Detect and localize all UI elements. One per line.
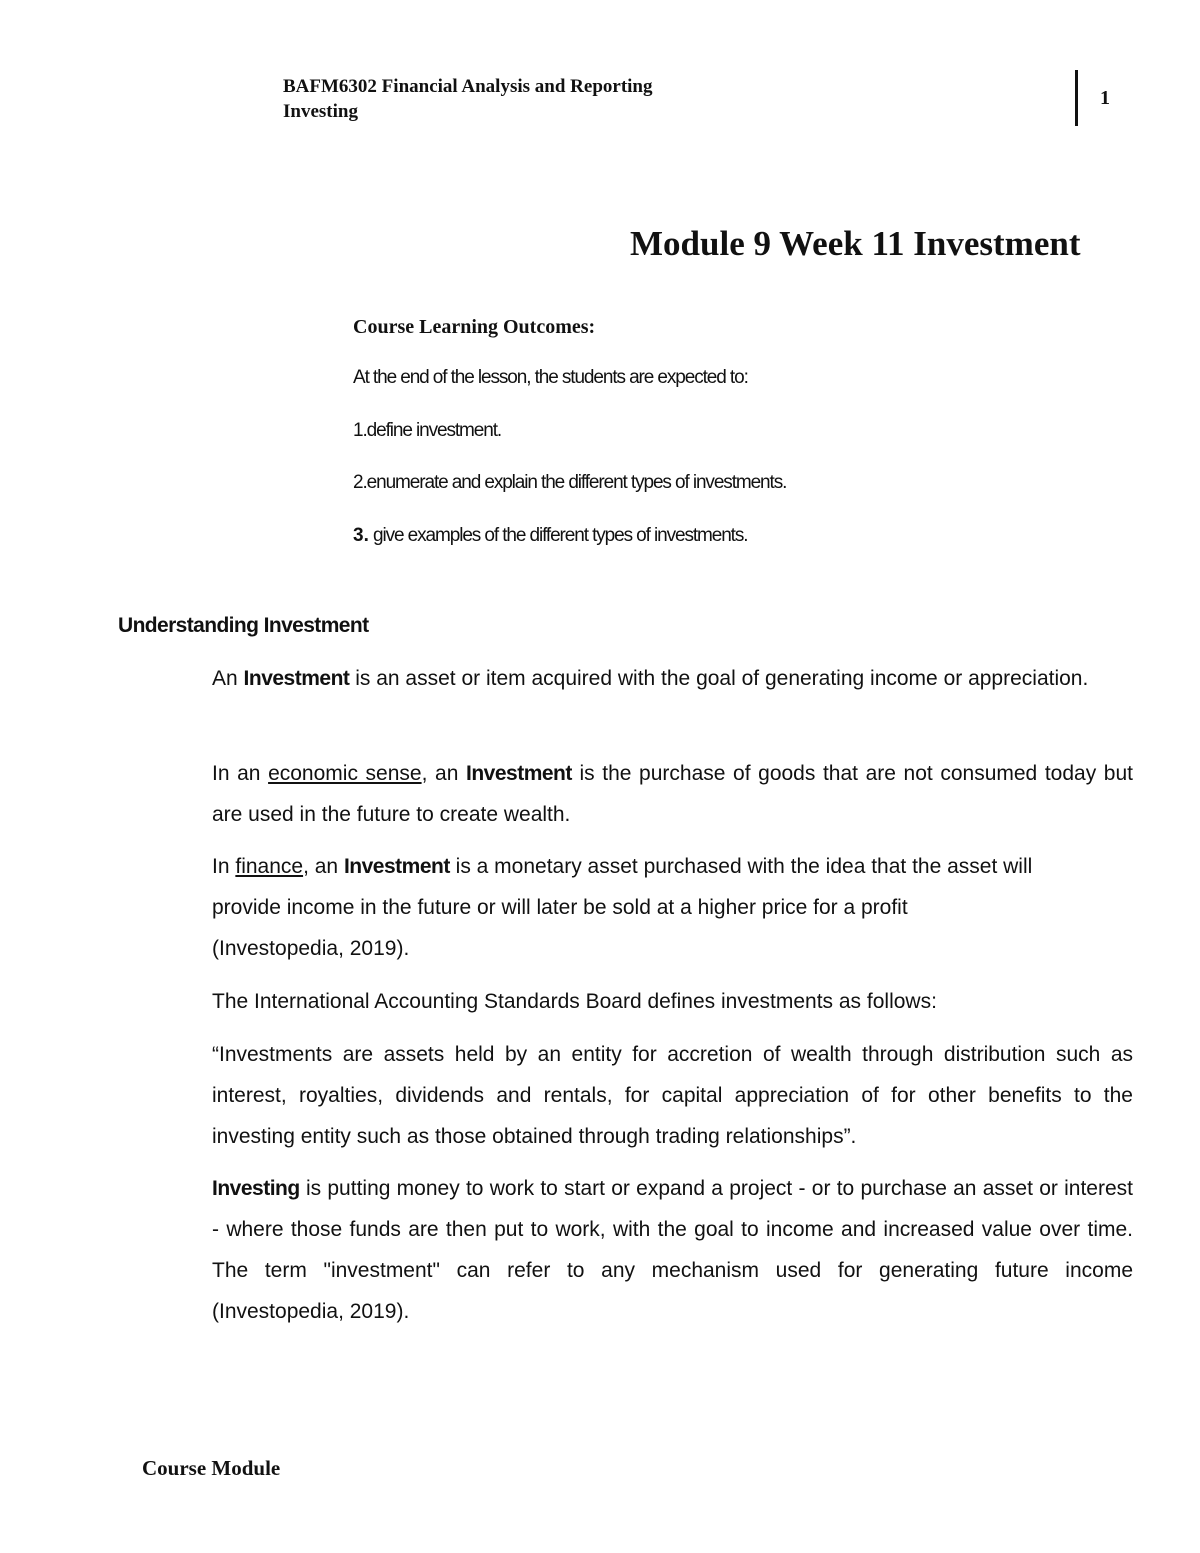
page-number: 1 bbox=[1100, 87, 1110, 109]
text: In an bbox=[212, 762, 269, 785]
text: is putting money to work to start or expand a project - or to purchase an asset or interest - where those funds are then put to work, with the goal to income and increased value over time. The term "investment" can refer to any mechanism used for generating future income (Investopedia, 2019). bbox=[212, 1177, 1133, 1323]
term-investment: Investment bbox=[466, 762, 572, 785]
header-topic: Investing bbox=[283, 101, 358, 122]
outcome-text: give examples of the different types of investments. bbox=[368, 525, 748, 546]
text: In bbox=[212, 855, 236, 878]
outcome-number: 3. bbox=[353, 525, 369, 546]
text: , an bbox=[421, 762, 466, 785]
outcome-item-2 bbox=[353, 472, 786, 494]
text: is an asset or item acquired with the goal of generating income or appreciation. bbox=[349, 667, 1089, 690]
text: , an bbox=[303, 855, 344, 878]
page-title: Module 9 Week 11 Investment bbox=[630, 224, 1081, 263]
outcome-text: define investment. bbox=[366, 420, 502, 441]
outcomes-intro: At the end of the lesson, the students are expected to: bbox=[353, 367, 748, 388]
paragraph-economic-sense bbox=[212, 753, 1133, 835]
paragraph-finance bbox=[212, 846, 1133, 969]
text: is the purchase of goods that are not consumed today but are used in the future to create wealth. bbox=[212, 762, 1133, 826]
term-investment: Investment bbox=[243, 667, 350, 690]
header-divider bbox=[1075, 70, 1078, 126]
finance-link[interactable]: finance bbox=[235, 855, 304, 878]
text: provide income in the future or will later be sold at a higher price for a profit bbox=[212, 896, 908, 919]
term-investing: Investing bbox=[212, 1177, 300, 1200]
paragraph-iasb-quote: “Investments are assets held by an entity for accretion of wealth through distribution such as interest, royalties, dividends and rentals, for capital appreciation of for other benefits to the investing entity such as those obtained through trading relationships”. bbox=[212, 1043, 1133, 1148]
outcome-number: 1. bbox=[353, 420, 367, 441]
outcome-item-3 bbox=[353, 525, 747, 547]
section-heading: Understanding Investment bbox=[118, 614, 369, 637]
outcome-item-1 bbox=[353, 420, 501, 442]
citation: (Investopedia, 2019). bbox=[212, 937, 410, 960]
paragraph-investment-definition bbox=[212, 658, 1133, 699]
text: An bbox=[212, 667, 244, 690]
text: is a monetary asset purchased with the idea that the asset will bbox=[449, 855, 1033, 878]
outcome-text: enumerate and explain the different types of investments. bbox=[366, 472, 787, 493]
paragraph-iasb-intro: The International Accounting Standards Board defines investments as follows: bbox=[212, 990, 937, 1013]
footer-course-module: Course Module bbox=[142, 1456, 281, 1480]
header-course-title: BAFM6302 Financial Analysis and Reporting bbox=[283, 76, 653, 97]
term-investment: Investment bbox=[343, 855, 450, 878]
outcomes-heading: Course Learning Outcomes: bbox=[353, 316, 596, 338]
economic-sense-link[interactable]: economic sense bbox=[268, 762, 422, 785]
outcome-number: 2. bbox=[353, 472, 367, 493]
paragraph-investing-definition bbox=[212, 1168, 1133, 1332]
